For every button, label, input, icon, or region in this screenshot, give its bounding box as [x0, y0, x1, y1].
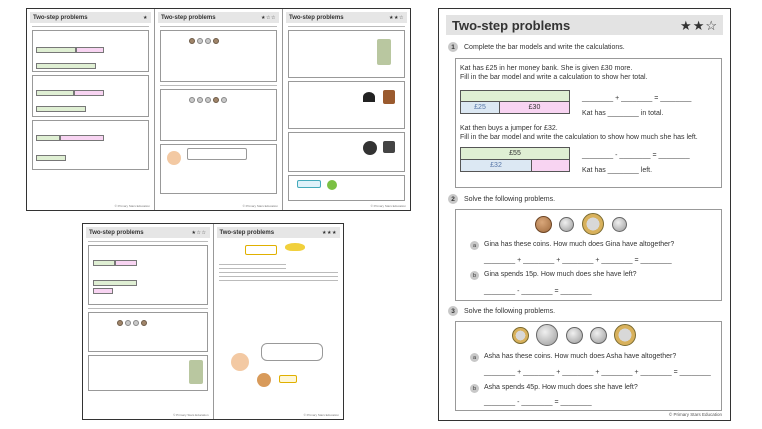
thumbnail-stars: ★★★	[322, 229, 337, 236]
thumbnail-stars: ★☆☆	[261, 14, 276, 21]
thumbnail-footer: © Primary Stars Education	[303, 413, 339, 417]
calculation-line: ________ - ________ = ________	[484, 399, 592, 406]
thumbnail-body	[86, 241, 210, 391]
thumbnail-body	[30, 26, 151, 170]
coin-pound-icon	[512, 327, 529, 344]
question-number: 2	[448, 194, 458, 204]
coin-50p-icon	[536, 324, 558, 346]
bar-model-part: £25	[460, 101, 500, 114]
sub-question-text: Asha spends 45p. How much does she have left?	[484, 384, 638, 391]
bar-model-whole: £55	[460, 147, 570, 160]
calculation-line: ________ + ________ + ________ + ________ = ________	[484, 257, 672, 264]
sub-question-text: Asha has these coins. How much does Asha have altogether?	[484, 353, 677, 360]
question-2-heading	[448, 194, 555, 204]
star-icon: ★	[680, 17, 692, 33]
bar-model-part	[531, 159, 570, 172]
calculation-line: ________ + ________ = ________	[582, 95, 692, 102]
answer-line: Kat has ________ left.	[582, 167, 653, 174]
thumbnail-stars: ★☆☆	[191, 229, 207, 236]
thumbnail-footer: © Primary Stars Education	[173, 413, 209, 417]
thumbnail-body	[286, 26, 407, 201]
coin-20p-icon	[590, 327, 607, 344]
coin-pound-icon	[582, 213, 604, 235]
thumbnail-footer: © Primary Stars Education	[242, 204, 278, 208]
thumbnail-title: Two-step problems	[33, 14, 88, 21]
question-instruction: Complete the bar models and write the calculations.	[464, 43, 625, 51]
thumbnail-header	[217, 227, 341, 238]
star-outline-icon: ☆	[705, 17, 717, 33]
question-2-box	[455, 209, 722, 301]
sub-question-label: a	[470, 241, 479, 250]
thumbnail-page	[155, 9, 283, 210]
sub-question-text: Gina has these coins. How much does Gina have altogether?	[484, 241, 675, 248]
question-number: 3	[448, 306, 458, 316]
thumbnail-title: Two-step problems	[219, 229, 275, 236]
star-icon: ★	[692, 17, 705, 33]
thumbnail-page	[283, 9, 410, 210]
page-title: Two-step problems	[452, 17, 571, 33]
sub-question-label: a	[470, 353, 479, 362]
question-instruction: Solve the following problems.	[464, 195, 556, 203]
thumbnail-stars: ★★☆	[389, 14, 404, 21]
coin-20p-icon	[566, 327, 583, 344]
question-instruction: Solve the following problems.	[464, 307, 556, 315]
thumbnail-header	[86, 227, 210, 238]
thumbnail-body	[217, 241, 341, 281]
thumbnail-stars: ★	[143, 14, 148, 21]
problem-text: Kat has £25 in her money bank. She is given £30 more.	[460, 65, 633, 72]
question-1-heading	[448, 42, 625, 52]
thumbnail-title: Two-step problems	[161, 14, 216, 21]
thumbnail-header	[286, 12, 407, 23]
main-worksheet-page	[438, 8, 731, 421]
question-1-box	[455, 58, 722, 188]
thumbnail-body	[158, 26, 279, 194]
coin-20p-icon	[535, 216, 552, 233]
coin-1p-icon	[612, 217, 627, 232]
difficulty-stars	[680, 19, 717, 32]
question-3-box	[455, 321, 722, 411]
coin-5p-icon	[559, 217, 574, 232]
sub-question-label: b	[470, 271, 479, 280]
thumbnail-group-bottom	[82, 223, 344, 420]
problem-text: Kat then buys a jumper for £32.	[460, 125, 558, 132]
question-number: 1	[448, 42, 458, 52]
answer-line: Kat has ________ in total.	[582, 110, 664, 117]
thumbnail-header	[30, 12, 151, 23]
thumbnail-title: Two-step problems	[89, 229, 144, 236]
bar-model-part: £30	[499, 101, 570, 114]
thumbnail-title: Two-step problems	[289, 14, 344, 21]
calculation-line: ________ + ________ + ________ + ________ + ________ = ________	[484, 369, 711, 376]
thumbnail-header	[158, 12, 279, 23]
sub-question-text: Gina spends 15p. How much does she have left?	[484, 271, 637, 278]
calculation-line: ________ - ________ = ________	[582, 152, 690, 159]
thumbnail-footer: © Primary Stars Education	[370, 204, 406, 208]
thumbnail-footer: © Primary Stars Education	[114, 204, 150, 208]
sub-question-label: b	[470, 384, 479, 393]
page-header	[446, 15, 723, 35]
problem-text: Fill in the bar model and write a calculation to show her total.	[460, 74, 648, 81]
thumbnail-page	[83, 224, 214, 419]
thumbnail-page	[27, 9, 155, 210]
bar-model-part: £32	[460, 159, 532, 172]
thumbnail-group-top	[26, 8, 411, 211]
page-footer: © Primary Stars Education	[668, 412, 722, 417]
question-3-heading	[448, 306, 555, 316]
coin-two-pound-icon	[614, 324, 636, 346]
problem-text: Fill in the bar model and write the calculation to show how much she has left.	[460, 134, 698, 141]
calculation-line: ________ - ________ = ________	[484, 288, 592, 295]
thumbnail-page	[214, 224, 344, 419]
